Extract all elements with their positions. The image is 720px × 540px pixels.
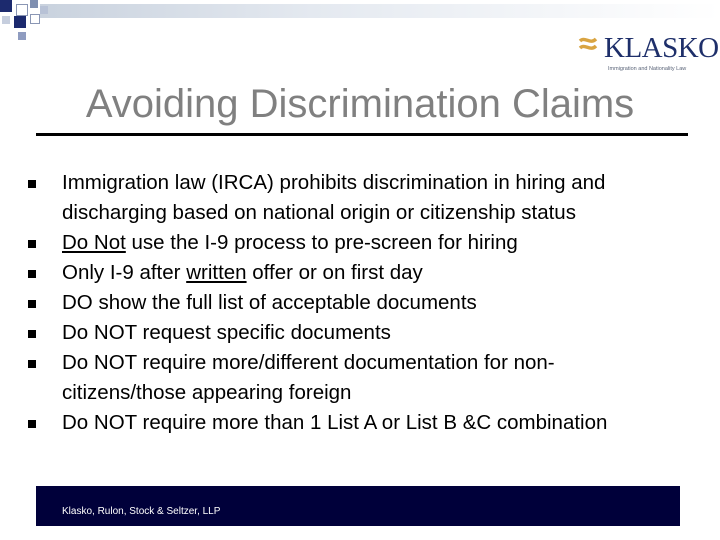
bullet-item [28, 258, 718, 288]
decor-square [18, 32, 26, 40]
bullet-item [28, 228, 718, 258]
square-bullet-icon [28, 330, 36, 338]
bullet-text: use the I-9 process to pre-screen for hiring [125, 231, 518, 254]
decor-square [40, 6, 48, 14]
bullet-text: Do NOT request specific documents [62, 321, 391, 344]
square-bullet-icon [28, 180, 36, 188]
bullet-underlined-text: Do Not [62, 231, 126, 254]
decor-square [30, 0, 38, 8]
bullet-underlined-text: written [186, 261, 247, 284]
decor-square [16, 4, 28, 16]
bullet-item [28, 318, 718, 348]
decor-square [14, 16, 26, 28]
klasko-logo [578, 26, 719, 78]
bullet-item [28, 408, 718, 438]
slide-title: Avoiding Discrimination Claims [85, 82, 635, 126]
bullet-text: Only I-9 after [62, 261, 187, 284]
square-bullet-icon [28, 420, 36, 428]
bullet-text-line: citizens/those appearing foreign [62, 381, 352, 404]
bullet-list [28, 168, 718, 438]
bullet-item [28, 288, 718, 318]
bullet-text: Do NOT require more than 1 List A or List B &C combination [62, 411, 608, 434]
bullet-text: DO show the full list of acceptable documents [62, 291, 477, 314]
bullet-text-line: Do NOT require more/different documentation for non- [62, 351, 555, 374]
square-bullet-icon [28, 360, 36, 368]
footer-bar [36, 486, 680, 526]
logo-name: KLASKO [604, 32, 719, 64]
decor-square [0, 0, 12, 12]
bullet-text-line: Immigration law (IRCA) prohibits discrimination in hiring and [62, 171, 606, 194]
bullet-item [28, 168, 718, 228]
bullet-text: offer or on first day [246, 261, 423, 284]
square-bullet-icon [28, 240, 36, 248]
footer-firm-name: Klasko, Rulon, Stock & Seltzer, LLP [62, 506, 221, 517]
decor-square [30, 14, 40, 24]
title-underline-rule [36, 133, 688, 136]
header-gradient-band [40, 4, 720, 18]
bullet-item [28, 348, 718, 408]
logo-mark-icon [578, 34, 604, 56]
bullet-text-line: discharging based on national origin or citizenship status [62, 201, 576, 224]
square-bullet-icon [28, 300, 36, 308]
decor-square [2, 16, 10, 24]
square-bullet-icon [28, 270, 36, 278]
logo-tagline: Immigration and Nationality Law [608, 66, 687, 72]
